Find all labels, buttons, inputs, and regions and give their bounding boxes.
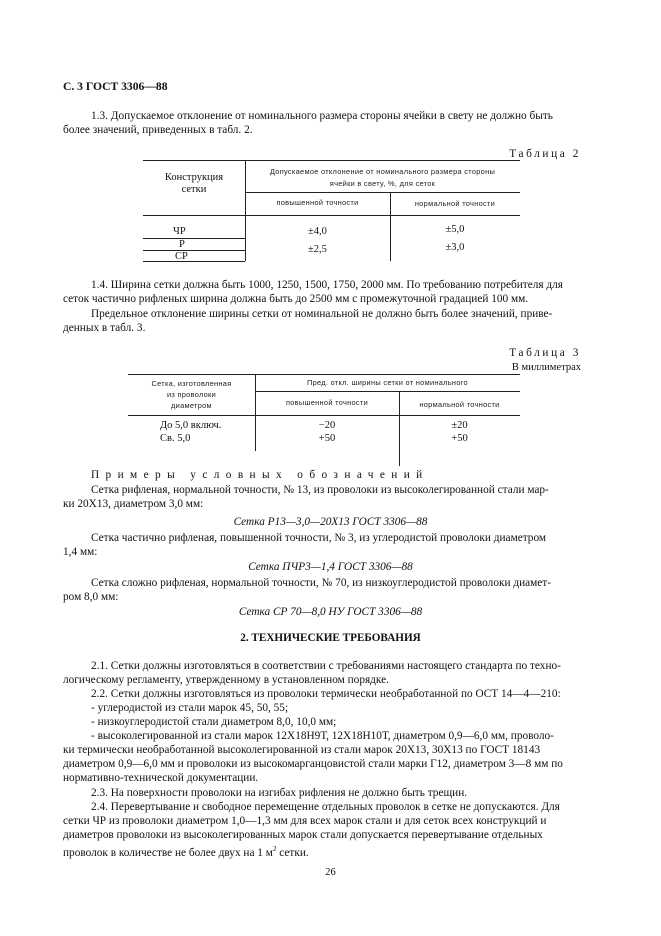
table-2-cell: ±3,0: [445, 242, 465, 253]
table-3-head-mesh-l3: диаметром: [171, 401, 212, 410]
section-2-title: 2. ТЕХНИЧЕСКИЕ ТРЕБОВАНИЯ: [240, 632, 421, 644]
para-2-4-line-2: сетки ЧР из проволоки диаметром 1,0—1,3 мм для всех марок стали и для сеток всех конструкций и: [63, 815, 547, 827]
table-3-row-name: До 5,0 включ.: [160, 420, 222, 431]
table-3-head-normal: нормальной точности: [419, 400, 500, 409]
superscript-2: 2: [272, 845, 277, 853]
para-2-1-line-2: логическому регламенту, утвержденному в установленном порядке.: [63, 674, 389, 686]
para-2-2-line-2: - углеродистой из стали марок 45, 50, 55;: [91, 702, 289, 714]
para-2-4-line-4-tail: сетки.: [276, 846, 309, 859]
table-2-head-tolerance-l2: ячейки в свету, %, для сеток: [329, 179, 436, 188]
table-3-head-mesh-l2: из проволоки: [166, 390, 217, 399]
para-1-4-line-2: сеток частично рифленых ширина должна быть до 2500 мм с промежуточной градацией 100 мм.: [63, 293, 529, 305]
table-2-head-tolerance-l1: Допускаемое отклонение от номинального размера стороны: [269, 167, 496, 176]
table-3-cell: −20: [318, 420, 336, 431]
table-2-caption: Таблица 2: [509, 148, 581, 160]
table-2-row-name: СР: [175, 251, 188, 262]
table-3-top-rule: [128, 374, 520, 375]
table-2-cell: ±2,5: [308, 244, 327, 255]
table-2-head-construction-l2: сетки: [181, 184, 207, 195]
para-2-3: 2.3. На поверхности проволоки на изгибах рифления не должно быть трещин.: [91, 787, 468, 799]
examples-heading: Примеры условных обозначений: [91, 469, 429, 481]
para-1-4-line-4: денных в табл. 3.: [63, 322, 146, 334]
table-2-cell: ±4,0: [308, 226, 327, 237]
para-1-4-line-3: Предельное отклонение ширины сетки от номинальной не должно быть более значений, приве-: [91, 308, 553, 320]
para-2-4-line-1: 2.4. Перевертывание и свободное перемещение отдельных проволок в сетке не допускаются. Для: [91, 801, 560, 813]
para-1-3-line-2: более значений, приведенных в табл. 2.: [63, 124, 253, 136]
para-2-2-line-6: диаметром 0,9—6,0 мм и проволоки из высокомарганцовистой стали марки Г12, диаметром 3—8 мм по: [63, 758, 563, 770]
table-2-row-rule-1: [143, 238, 245, 239]
table-3-header-rule: [128, 415, 520, 416]
example-3-line-1: Сетка сложно рифленая, нормальной точности, № 70, из низкоуглеродистой проволоки диамет-: [91, 577, 551, 589]
table-3-head-mesh: [128, 378, 255, 411]
table-3-head-high: повышенной точности: [285, 398, 369, 407]
para-2-2-line-3: - низкоуглеродистой стали диаметром 8,0, 10,0 мм;: [91, 716, 337, 728]
table-2-top-rule: [143, 160, 520, 161]
page-number: 26: [325, 867, 336, 878]
table-2-row-rule-2: [143, 250, 245, 251]
para-1-3-line-1: 1.3. Допускаемое отклонение от номинального размера стороны ячейки в свету не должно быть: [91, 110, 553, 122]
table-3-row-name: Св. 5,0: [160, 433, 191, 444]
para-2-4-line-4: [63, 842, 309, 860]
page-header: С. 3 ГОСТ 3306—88: [63, 80, 168, 93]
table-2-head-tolerance: [245, 166, 520, 190]
table-2-row-name: Р: [179, 239, 185, 250]
para-2-2-line-5: ки термически необработанной высоколегированной из стали марок 20Х13, 30Х13 по ГОСТ 18143: [63, 744, 541, 756]
para-2-2-line-7: нормативно-технической документации.: [63, 772, 259, 784]
example-2-line-1: Сетка частично рифленая, повышенной точности, № 3, из углеродистой проволоки диаметром: [91, 532, 547, 544]
para-2-4-line-3: диаметров проволоки из высоколегированных марок стали допускается перевертывание отдельных: [63, 829, 543, 841]
table-3-subhead-rule: [255, 391, 520, 392]
para-1-4-line-1: 1.4. Ширина сетки должна быть 1000, 1250, 1500, 1750, 2000 мм. По требованию потребителя для: [91, 279, 563, 291]
example-2-code: Сетка ПЧР3—1,4 ГОСТ 3306—88: [248, 561, 413, 573]
table-2-head-normal: нормальной точности: [414, 199, 496, 208]
table-3-head-mesh-l1: Сетка, изготовленная: [151, 379, 232, 388]
example-1-line-2: ки 20Х13, диаметром 3,0 мм:: [63, 498, 204, 510]
example-1-line-1: Сетка рифленая, нормальной точности, № 13, из проволоки из высоколегированной стали мар-: [91, 484, 549, 496]
table-3-units: В миллиметрах: [511, 362, 581, 373]
example-3-line-2: ром 8,0 мм:: [63, 591, 119, 603]
table-2-header-rule: [143, 215, 520, 216]
para-2-2-line-4: - высоколегированной из стали марок 12Х18Н9Т, 12Х18Н10Т, диаметром 0,9—6,0 мм, проволо-: [91, 730, 554, 742]
example-1-code: Сетка Р13—3,0—20Х13 ГОСТ 3306—88: [233, 516, 428, 528]
table-2-bottom-rule: [143, 261, 245, 262]
table-2-cell: ±5,0: [445, 224, 465, 235]
table-2-head-construction-l1: Конструкция: [164, 172, 224, 183]
table-2-head-high: повышенной точности: [276, 198, 359, 207]
para-2-4-line-4-text: проволок в количестве не более двух на 1 м: [63, 846, 273, 859]
table-3-caption: Таблица 3: [509, 347, 581, 359]
table-3-head-deviation: Пред. откл. ширины сетки от номинального: [307, 378, 468, 387]
table-3-cell: +50: [451, 433, 468, 444]
table-2-subhead-rule: [245, 192, 520, 193]
para-2-2-line-1: 2.2. Сетки должны изготовляться из проволоки термически необработанной по ОСТ 14—4—210:: [91, 688, 561, 700]
table-2-row-name: ЧР: [173, 226, 186, 237]
table-3-cell: ±20: [451, 420, 468, 431]
example-2-line-2: 1,4 мм:: [63, 546, 98, 558]
table-3-cell: +50: [318, 433, 336, 444]
para-2-1-line-1: 2.1. Сетки должны изготовляться в соответствии с требованиями настоящего стандарта по техно-: [91, 660, 561, 672]
example-3-code: Сетка СР 70—8,0 НУ ГОСТ 3306—88: [238, 606, 423, 618]
table-2-head-construction: [143, 172, 245, 196]
